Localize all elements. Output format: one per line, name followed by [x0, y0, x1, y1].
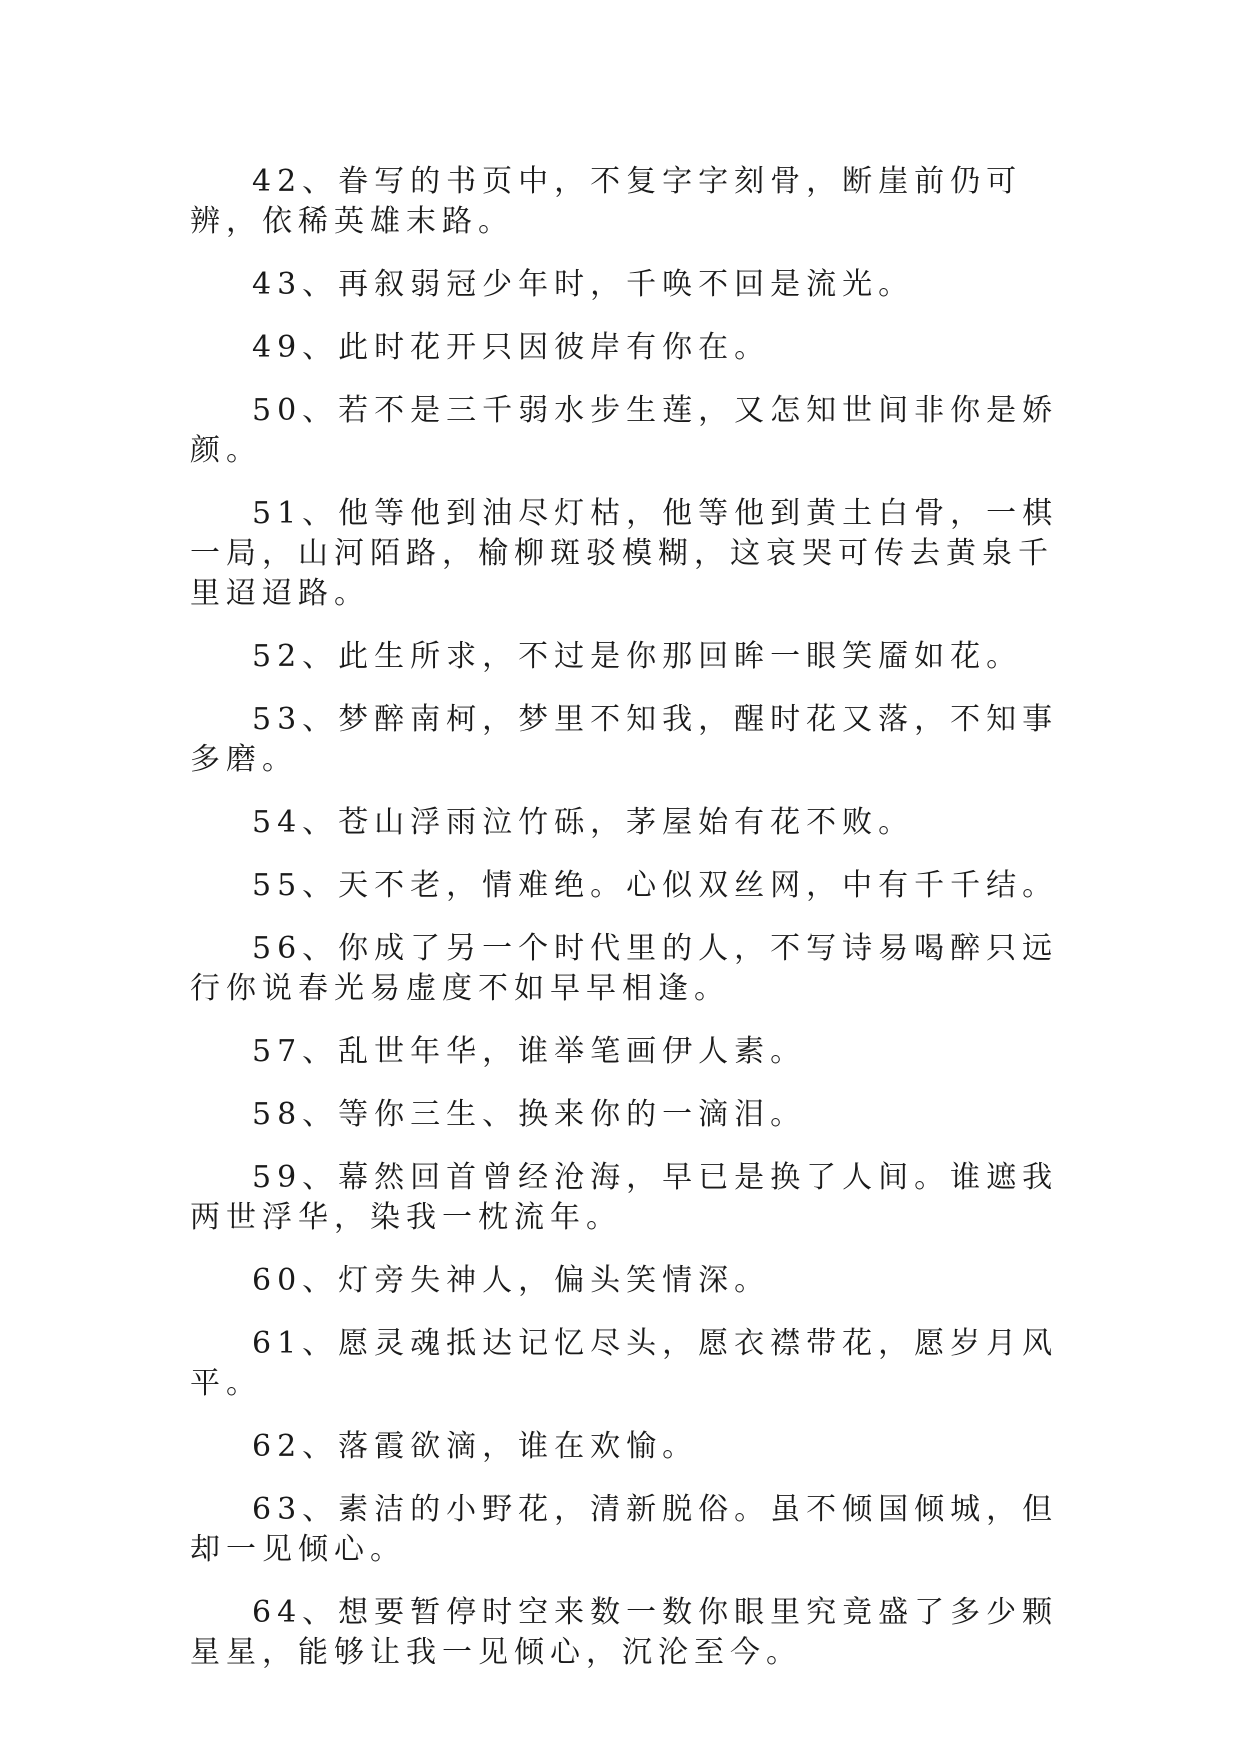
paragraph-53: 53、梦醉南柯，梦里不知我，醒时花又落，不知事多磨。 — [190, 702, 1059, 777]
paragraph-62: 62、落霞欲滴，谁在欢愉。 — [252, 1429, 699, 1464]
paragraph-50: 50、若不是三千弱水步生莲，又怎知世间非你是娇颜。 — [190, 393, 1059, 468]
paragraph-56: 56、你成了另一个时代里的人，不写诗易喝醉只远行你说春光易虚度不如早早相逢。 — [190, 931, 1059, 1006]
paragraph-61: 61、愿灵魂抵达记忆尽头，愿衣襟带花，愿岁月风平。 — [190, 1326, 1059, 1401]
paragraph-42: 42、眷写的书页中，不复字字刻骨，断崖前仍可辨，依稀英雄末路。 — [190, 164, 1023, 239]
paragraph-49: 49、此时花开只因彼岸有你在。 — [252, 330, 771, 365]
document-body — [190, 162, 1070, 1673]
paragraph-51: 51、他等他到油尽灯枯，他等他到黄土白骨，一棋一局，山河陌路，榆柳斑驳模糊，这哀哭可传去黄泉千里迢迢路。 — [190, 496, 1059, 611]
paragraph-55: 55、天不老，情难绝。心似双丝网，中有千千结。 — [252, 868, 1059, 903]
paragraph-59: 59、幕然回首曾经沧海，早已是换了人间。谁遮我两世浮华，染我一枕流年。 — [190, 1160, 1059, 1235]
paragraph-43: 43、再叙弱冠少年时，千唤不回是流光。 — [252, 267, 915, 302]
paragraph-64: 64、想要暂停时空来数一数你眼里究竟盛了多少颗星星，能够让我一见倾心，沉沦至今。 — [190, 1595, 1059, 1670]
paragraph-58: 58、等你三生、换来你的一滴泪。 — [252, 1097, 807, 1132]
paragraph-63: 63、素洁的小野花，清新脱俗。虽不倾国倾城，但却一见倾心。 — [190, 1492, 1059, 1567]
paragraph-52: 52、此生所求，不过是你那回眸一眼笑靥如花。 — [252, 639, 1023, 674]
paragraph-60: 60、灯旁失神人，偏头笑情深。 — [252, 1263, 771, 1298]
paragraph-54: 54、苍山浮雨泣竹砾，茅屋始有花不败。 — [252, 805, 915, 840]
paragraph-57: 57、乱世年华，谁举笔画伊人素。 — [252, 1034, 807, 1069]
